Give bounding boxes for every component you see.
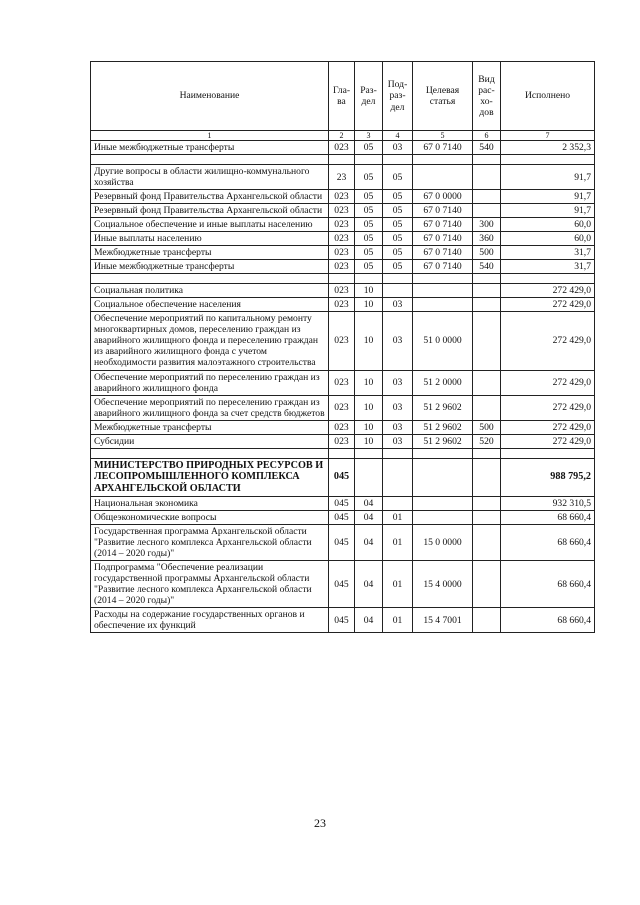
table-row <box>91 420 595 434</box>
cell-razdel: 04 <box>355 608 383 633</box>
cell-statya <box>413 496 473 510</box>
cell-ispolneno: 60,0 <box>501 232 595 246</box>
cell-ispolneno: 272 429,0 <box>501 434 595 448</box>
cell-podrazdel: 01 <box>383 561 413 608</box>
cell-name: Социальная политика <box>91 284 329 298</box>
cell-ispolneno: 91,7 <box>501 204 595 218</box>
cell-razdel: 10 <box>355 370 383 395</box>
cell-statya: 51 2 9602 <box>413 420 473 434</box>
cell-statya: 51 2 0000 <box>413 370 473 395</box>
spacer-cell <box>383 274 413 284</box>
table-row <box>91 260 595 274</box>
cell-glava: 023 <box>329 395 355 420</box>
spacer-row <box>91 274 595 284</box>
cell-vid <box>473 510 501 524</box>
spacer-cell <box>355 274 383 284</box>
cell-podrazdel: 05 <box>383 260 413 274</box>
spacer-cell <box>329 155 355 165</box>
cell-vid <box>473 190 501 204</box>
cell-ispolneno: 272 429,0 <box>501 298 595 312</box>
cell-statya: 51 2 9602 <box>413 434 473 448</box>
cell-name: Национальная экономика <box>91 496 329 510</box>
cell-razdel: 04 <box>355 561 383 608</box>
table-row <box>91 232 595 246</box>
cell-vid <box>473 165 501 190</box>
cell-razdel: 05 <box>355 246 383 260</box>
table-row <box>91 561 595 608</box>
spacer-cell <box>91 274 329 284</box>
spacer-cell <box>413 274 473 284</box>
cell-vid <box>473 458 501 496</box>
cell-name: Другие вопросы в области жилищно-коммунального хозяйства <box>91 165 329 190</box>
table-row <box>91 284 595 298</box>
cell-glava: 23 <box>329 165 355 190</box>
spacer-cell <box>383 448 413 458</box>
table-row <box>91 246 595 260</box>
column-number: 7 <box>501 131 595 141</box>
spacer-cell <box>355 155 383 165</box>
cell-razdel: 04 <box>355 510 383 524</box>
table-row <box>91 190 595 204</box>
cell-ispolneno: 68 660,4 <box>501 524 595 560</box>
cell-glava: 023 <box>329 218 355 232</box>
cell-name: Межбюджетные трансферты <box>91 420 329 434</box>
cell-name: Обеспечение мероприятий по переселению граждан из аварийного жилищного фонда <box>91 370 329 395</box>
spacer-cell <box>501 155 595 165</box>
spacer-cell <box>329 448 355 458</box>
cell-name: Обеспечение мероприятий по капитальному ремонту многоквартирных домов, переселению граждан из аварийного жилищного фонда и переселению граждан из аварийного жилищного фонда с учетом необходимости развития малоэтажного строительства <box>91 312 329 370</box>
table-row <box>91 370 595 395</box>
cell-razdel: 10 <box>355 298 383 312</box>
cell-statya: 67 0 7140 <box>413 218 473 232</box>
cell-statya <box>413 284 473 298</box>
cell-glava: 023 <box>329 284 355 298</box>
cell-razdel: 10 <box>355 420 383 434</box>
cell-podrazdel: 05 <box>383 232 413 246</box>
cell-podrazdel: 03 <box>383 395 413 420</box>
cell-statya <box>413 458 473 496</box>
cell-statya: 15 4 0000 <box>413 561 473 608</box>
cell-name: Резервный фонд Правительства Архангельской области <box>91 190 329 204</box>
column-number: 3 <box>355 131 383 141</box>
cell-vid <box>473 298 501 312</box>
table-row <box>91 218 595 232</box>
cell-podrazdel: 05 <box>383 218 413 232</box>
cell-ispolneno: 91,7 <box>501 165 595 190</box>
cell-glava: 023 <box>329 141 355 155</box>
cell-razdel: 05 <box>355 218 383 232</box>
cell-vid: 360 <box>473 232 501 246</box>
header-vid: Вид рас- хо- дов <box>473 62 501 131</box>
cell-statya: 15 4 7001 <box>413 608 473 633</box>
page-number: 23 <box>314 816 326 830</box>
cell-razdel <box>355 458 383 496</box>
cell-ispolneno: 272 429,0 <box>501 312 595 370</box>
spacer-cell <box>329 274 355 284</box>
cell-name: Социальное обеспечение и иные выплаты населению <box>91 218 329 232</box>
cell-ispolneno: 932 310,5 <box>501 496 595 510</box>
cell-statya <box>413 165 473 190</box>
column-number-row <box>91 131 595 141</box>
spacer-cell <box>473 155 501 165</box>
cell-podrazdel: 03 <box>383 434 413 448</box>
spacer-cell <box>413 155 473 165</box>
cell-podrazdel: 01 <box>383 510 413 524</box>
cell-statya: 15 0 0000 <box>413 524 473 560</box>
cell-glava: 023 <box>329 298 355 312</box>
cell-podrazdel: 01 <box>383 608 413 633</box>
spacer-row <box>91 448 595 458</box>
cell-statya: 67 0 7140 <box>413 204 473 218</box>
spacer-cell <box>501 274 595 284</box>
cell-vid <box>473 561 501 608</box>
cell-podrazdel: 05 <box>383 204 413 218</box>
table-row <box>91 524 595 560</box>
cell-razdel: 10 <box>355 395 383 420</box>
cell-vid <box>473 312 501 370</box>
cell-statya <box>413 298 473 312</box>
cell-ispolneno: 91,7 <box>501 190 595 204</box>
cell-glava: 023 <box>329 370 355 395</box>
column-number: 6 <box>473 131 501 141</box>
cell-glava: 023 <box>329 204 355 218</box>
header-razdel: Раз- дел <box>355 62 383 131</box>
cell-razdel: 04 <box>355 496 383 510</box>
cell-ispolneno: 31,7 <box>501 246 595 260</box>
cell-name: Обеспечение мероприятий по переселению граждан из аварийного жилищного фонда за счет средств бюджетов <box>91 395 329 420</box>
header-statya: Целевая статья <box>413 62 473 131</box>
header-glava: Гла- ва <box>329 62 355 131</box>
spacer-cell <box>413 448 473 458</box>
cell-razdel: 05 <box>355 260 383 274</box>
spacer-cell <box>501 448 595 458</box>
cell-statya: 67 0 0000 <box>413 190 473 204</box>
cell-vid: 500 <box>473 420 501 434</box>
table-row <box>91 395 595 420</box>
cell-name: Субсидии <box>91 434 329 448</box>
cell-razdel: 05 <box>355 165 383 190</box>
header-podrazdel: Под- раз- дел <box>383 62 413 131</box>
spacer-row <box>91 155 595 165</box>
cell-glava: 023 <box>329 312 355 370</box>
cell-podrazdel: 05 <box>383 246 413 260</box>
cell-name: Иные межбюджетные трансферты <box>91 141 329 155</box>
cell-podrazdel: 05 <box>383 165 413 190</box>
cell-vid: 300 <box>473 218 501 232</box>
cell-statya: 67 0 7140 <box>413 232 473 246</box>
table-row <box>91 608 595 633</box>
cell-podrazdel: 03 <box>383 141 413 155</box>
cell-ispolneno: 68 660,4 <box>501 510 595 524</box>
cell-ispolneno: 272 429,0 <box>501 395 595 420</box>
cell-ispolneno: 272 429,0 <box>501 370 595 395</box>
cell-glava: 045 <box>329 496 355 510</box>
cell-ispolneno: 68 660,4 <box>501 561 595 608</box>
spacer-cell <box>473 448 501 458</box>
cell-podrazdel: 03 <box>383 312 413 370</box>
header-ispolneno: Исполнено <box>501 62 595 131</box>
table-row <box>91 434 595 448</box>
cell-name: Социальное обеспечение населения <box>91 298 329 312</box>
cell-name: Межбюджетные трансферты <box>91 246 329 260</box>
column-number: 5 <box>413 131 473 141</box>
cell-statya: 67 0 7140 <box>413 141 473 155</box>
cell-razdel: 04 <box>355 524 383 560</box>
cell-glava: 023 <box>329 232 355 246</box>
cell-vid <box>473 496 501 510</box>
cell-podrazdel: 03 <box>383 420 413 434</box>
cell-vid <box>473 204 501 218</box>
cell-podrazdel: 03 <box>383 298 413 312</box>
column-number: 2 <box>329 131 355 141</box>
header-name: Наименование <box>91 62 329 131</box>
cell-statya <box>413 510 473 524</box>
column-number: 1 <box>91 131 329 141</box>
table-row <box>91 204 595 218</box>
table-row <box>91 312 595 370</box>
cell-ispolneno: 2 352,3 <box>501 141 595 155</box>
cell-podrazdel: 03 <box>383 370 413 395</box>
spacer-cell <box>91 155 329 165</box>
cell-statya: 67 0 7140 <box>413 260 473 274</box>
cell-statya: 51 2 9602 <box>413 395 473 420</box>
table-row <box>91 458 595 496</box>
spacer-cell <box>355 448 383 458</box>
cell-vid: 540 <box>473 141 501 155</box>
cell-glava: 023 <box>329 434 355 448</box>
cell-statya: 67 0 7140 <box>413 246 473 260</box>
cell-ispolneno: 68 660,4 <box>501 608 595 633</box>
spacer-cell <box>383 155 413 165</box>
cell-razdel: 05 <box>355 204 383 218</box>
cell-vid <box>473 395 501 420</box>
cell-glava: 045 <box>329 510 355 524</box>
cell-glava: 023 <box>329 420 355 434</box>
cell-glava: 023 <box>329 246 355 260</box>
cell-name: Резервный фонд Правительства Архангельской области <box>91 204 329 218</box>
cell-razdel: 05 <box>355 232 383 246</box>
cell-statya: 51 0 0000 <box>413 312 473 370</box>
cell-glava: 045 <box>329 561 355 608</box>
table-row <box>91 298 595 312</box>
column-number: 4 <box>383 131 413 141</box>
cell-podrazdel <box>383 284 413 298</box>
cell-vid: 540 <box>473 260 501 274</box>
cell-glava: 023 <box>329 260 355 274</box>
cell-vid <box>473 284 501 298</box>
cell-vid <box>473 524 501 560</box>
table-row <box>91 496 595 510</box>
cell-razdel: 10 <box>355 284 383 298</box>
cell-razdel: 10 <box>355 312 383 370</box>
table-header-row <box>91 62 595 131</box>
cell-razdel: 10 <box>355 434 383 448</box>
cell-glava: 045 <box>329 524 355 560</box>
cell-vid: 500 <box>473 246 501 260</box>
cell-name: Общеэкономические вопросы <box>91 510 329 524</box>
table-body <box>91 141 595 633</box>
cell-ispolneno: 988 795,2 <box>501 458 595 496</box>
cell-vid <box>473 608 501 633</box>
cell-podrazdel <box>383 496 413 510</box>
spacer-cell <box>473 274 501 284</box>
cell-podrazdel <box>383 458 413 496</box>
spacer-cell <box>91 448 329 458</box>
table-row <box>91 141 595 155</box>
cell-ispolneno: 31,7 <box>501 260 595 274</box>
cell-ispolneno: 272 429,0 <box>501 284 595 298</box>
cell-name: Иные выплаты населению <box>91 232 329 246</box>
cell-name: МИНИСТЕРСТВО ПРИРОДНЫХ РЕСУРСОВ И ЛЕСОПРОМЫШЛЕННОГО КОМПЛЕКСА АРХАНГЕЛЬСКОЙ ОБЛАСТИ <box>91 458 329 496</box>
cell-ispolneno: 60,0 <box>501 218 595 232</box>
cell-ispolneno: 272 429,0 <box>501 420 595 434</box>
table-row <box>91 165 595 190</box>
table-row <box>91 510 595 524</box>
cell-glava: 023 <box>329 190 355 204</box>
cell-vid <box>473 370 501 395</box>
cell-name: Государственная программа Архангельской области "Развитие лесного комплекса Архангельской области (2014 – 2020 годы)" <box>91 524 329 560</box>
cell-name: Иные межбюджетные трансферты <box>91 260 329 274</box>
cell-name: Подпрограмма "Обеспечение реализации государственной программы Архангельской области "Развитие лесного комплекса Архангельской области (2014 – 2020 годы)" <box>91 561 329 608</box>
cell-razdel: 05 <box>355 141 383 155</box>
budget-table <box>90 61 595 633</box>
cell-vid: 520 <box>473 434 501 448</box>
cell-name: Расходы на содержание государственных органов и обеспечение их функций <box>91 608 329 633</box>
cell-glava: 045 <box>329 458 355 496</box>
cell-podrazdel: 05 <box>383 190 413 204</box>
cell-glava: 045 <box>329 608 355 633</box>
cell-podrazdel: 01 <box>383 524 413 560</box>
cell-razdel: 05 <box>355 190 383 204</box>
